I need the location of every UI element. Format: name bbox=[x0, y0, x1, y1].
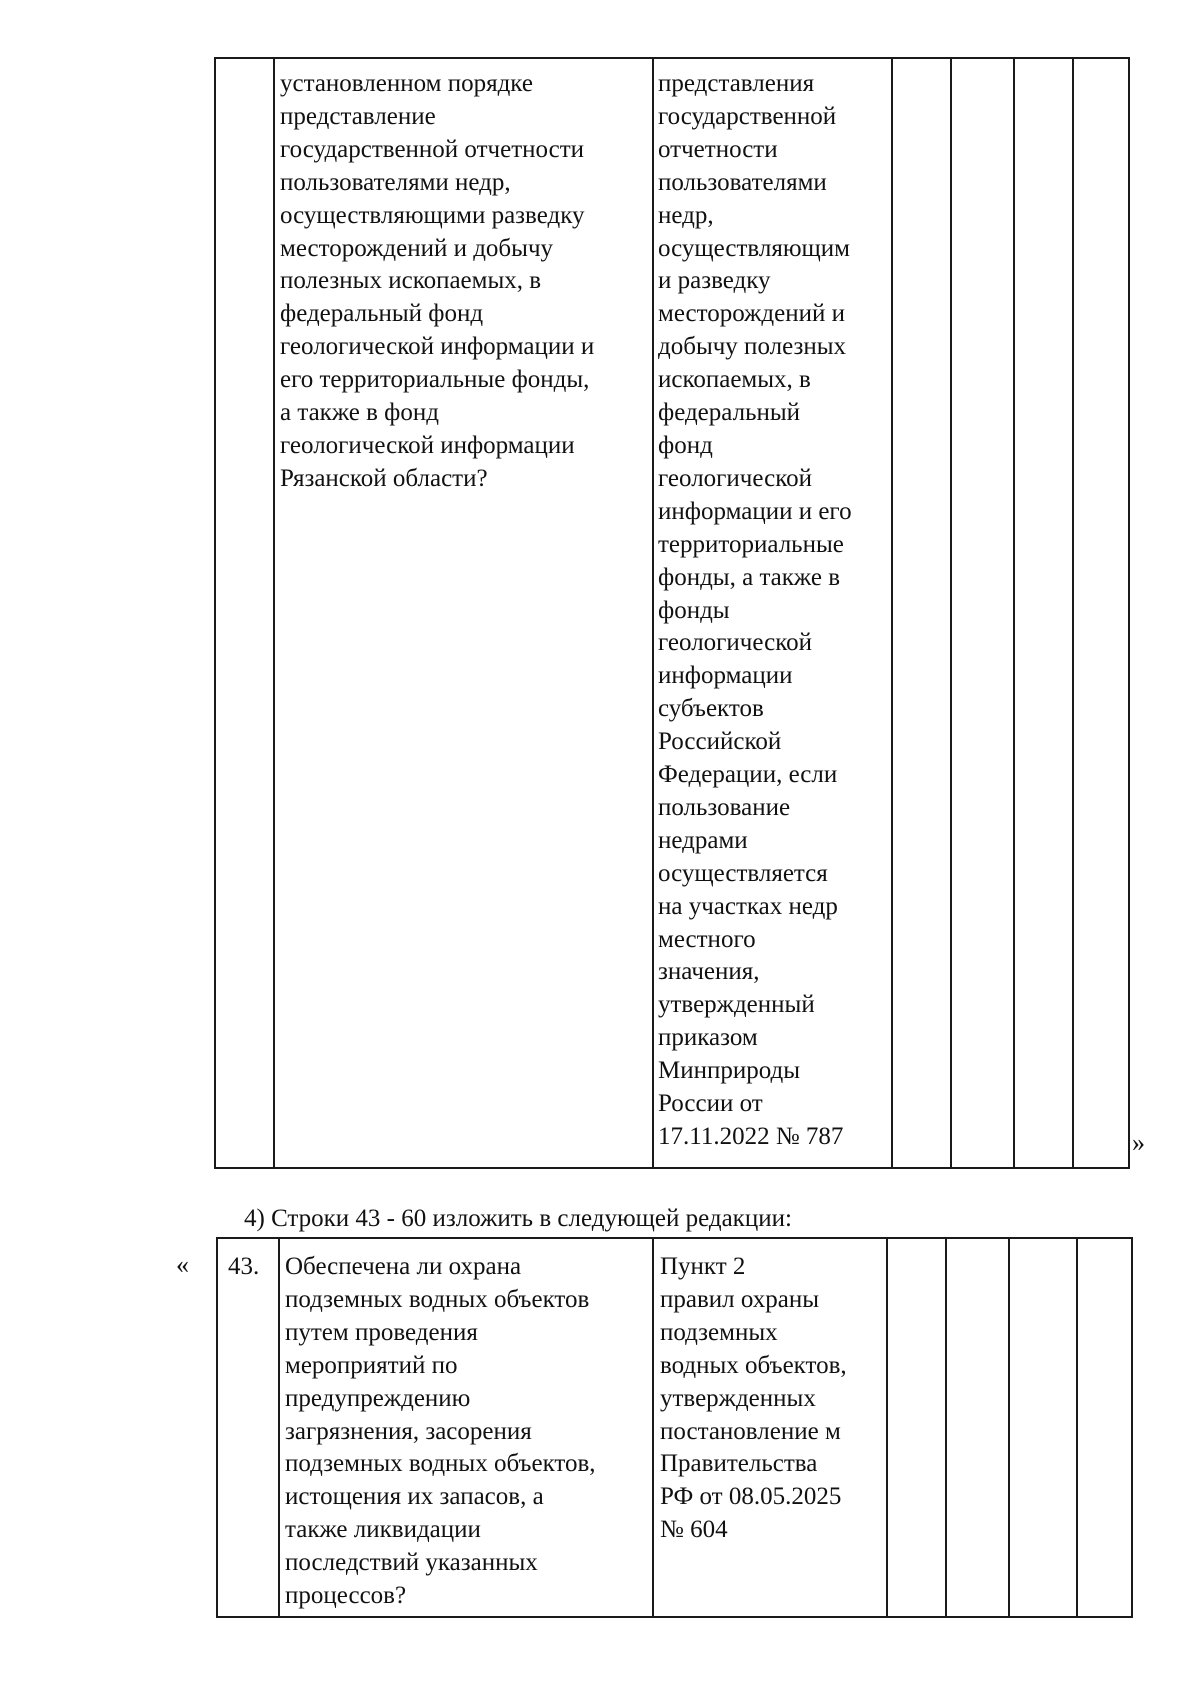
col-border bbox=[950, 57, 952, 1169]
row-number: 43. bbox=[228, 1253, 260, 1280]
col-border bbox=[1072, 57, 1074, 1169]
col-border bbox=[1013, 57, 1015, 1169]
legal-basis-text: Пункт 2 правил охраны подземных водных объектов, утвержденных постановление м Правительства РФ от 08.05.2025 № 604 bbox=[660, 1253, 847, 1544]
col-border bbox=[886, 1237, 888, 1618]
col-border bbox=[278, 1237, 280, 1618]
table-top-border bbox=[214, 57, 1129, 59]
table-top-border bbox=[216, 1237, 1132, 1239]
requirement-text: установленном порядке представление государственной отчетности пользователями недр, осуществляющими разведку месторождений и добычу полезных ископаемых, в федеральный фонд геологической информации и его территориальные фонды, а также в фонд геологической информации Рязанской области? bbox=[280, 70, 595, 492]
col-border bbox=[214, 57, 216, 1169]
col-border bbox=[1128, 57, 1130, 1169]
closing-quote: » bbox=[1132, 1128, 1145, 1157]
col-border bbox=[891, 57, 893, 1169]
legal-basis-text: представления государственной отчетности пользователями недр, осуществляющим и разведку месторождений и добычу полезных ископаемых, в федеральный фонд геологической информации и его территориальные фонды, а также в фонды геологической информации субъектов Российской Федерации, если пользование недрами осуществляется на участках недр местного значения, утвержденный приказом Минприроды России от 17.11.2022 № 787 bbox=[658, 70, 852, 1150]
col-border bbox=[273, 57, 275, 1169]
amendment-instruction: 4) Строки 43 - 60 изложить в следующей редакции: bbox=[244, 1205, 792, 1232]
col-border bbox=[1008, 1237, 1010, 1618]
col-border bbox=[1076, 1237, 1078, 1618]
col-border bbox=[945, 1237, 947, 1618]
opening-quote: « bbox=[176, 1250, 189, 1279]
col-border bbox=[652, 57, 654, 1169]
col-border bbox=[1131, 1237, 1133, 1618]
col-border bbox=[652, 1237, 654, 1618]
table-bottom-border bbox=[216, 1616, 1132, 1618]
requirement-text: Обеспечена ли охрана подземных водных объектов путем проведения мероприятий по предупреждению загрязнения, засорения подземных водных объектов, истощения их запасов, а также ликвидации последствий указанных процессов? bbox=[285, 1253, 596, 1610]
table-bottom-border bbox=[214, 1167, 1129, 1169]
col-border bbox=[216, 1237, 218, 1618]
